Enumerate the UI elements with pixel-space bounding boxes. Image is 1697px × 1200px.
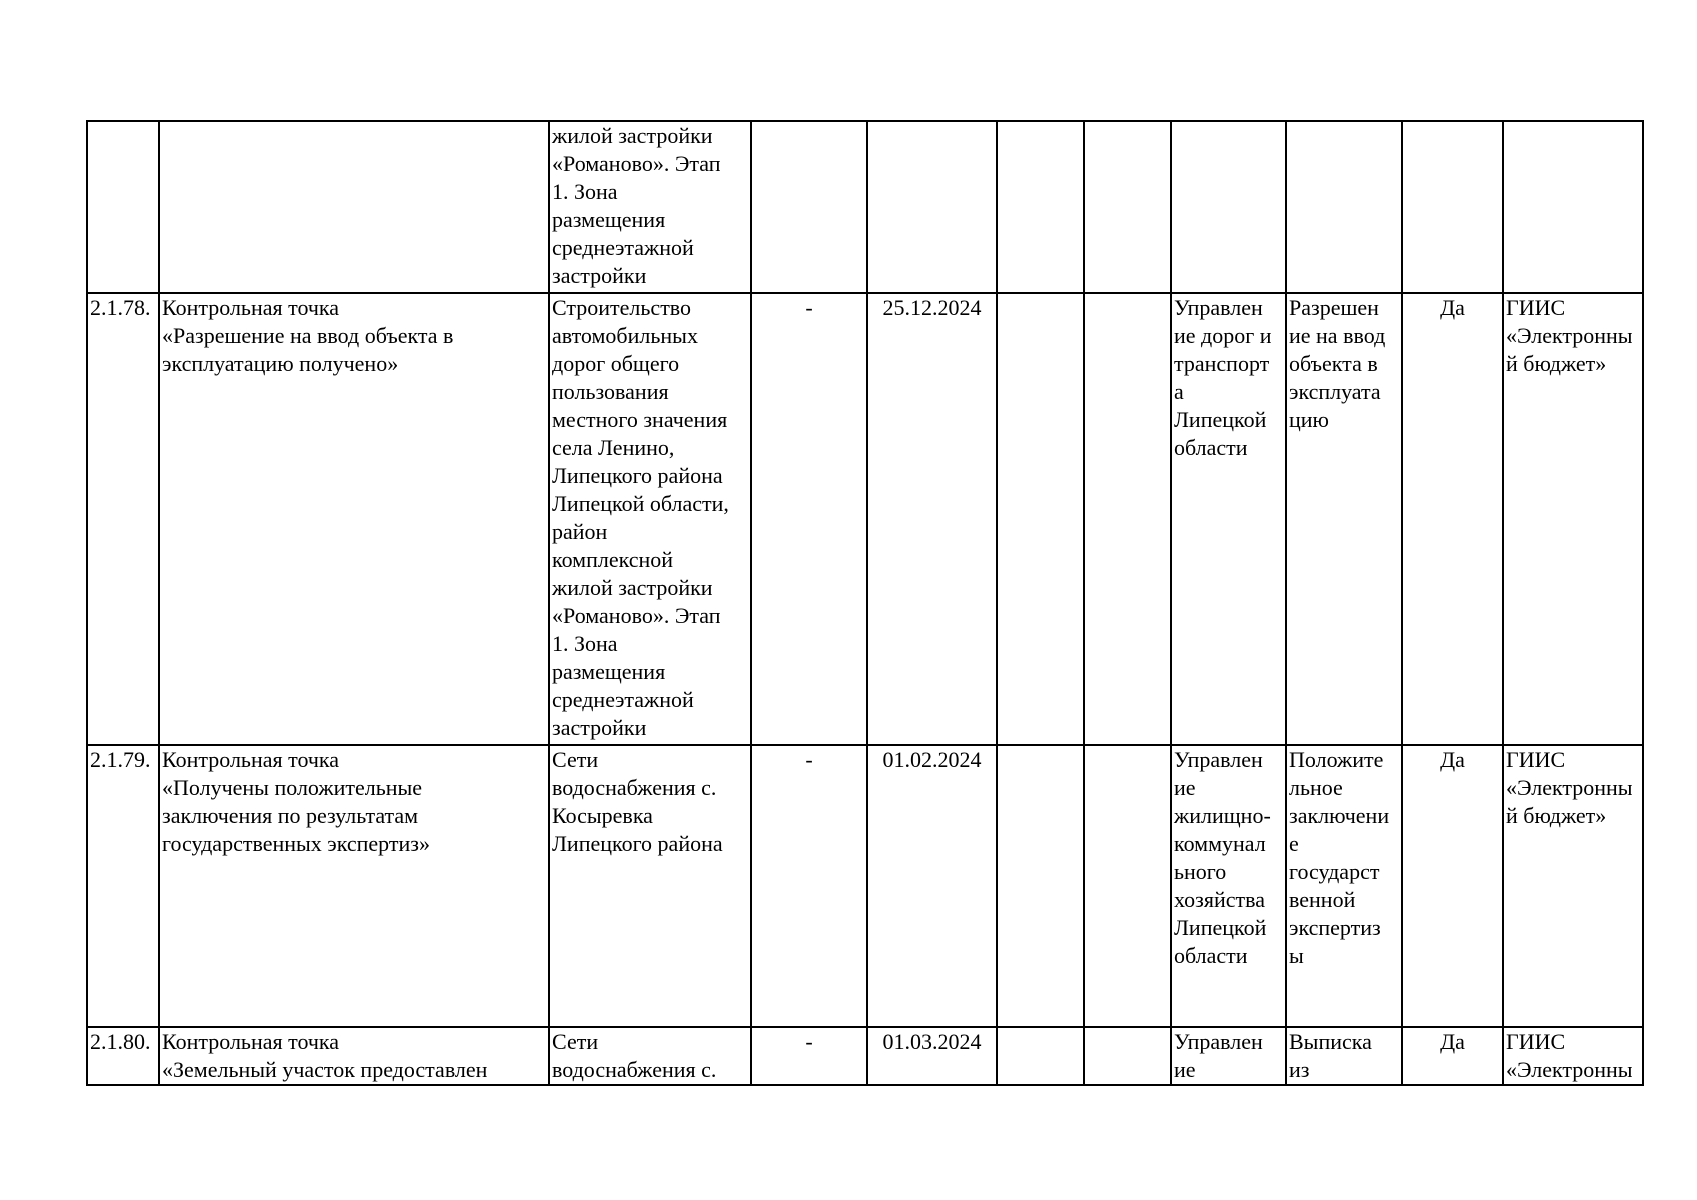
information-system-cell	[1503, 745, 1643, 1027]
cell-text-line: й бюджет»	[1506, 803, 1607, 828]
cell-text-line: ГИИС	[1506, 747, 1566, 772]
table-row	[87, 745, 1643, 1027]
deadline-date-cell	[867, 121, 997, 293]
cell-text-line: из	[1289, 1057, 1310, 1082]
cell-text-line: ГИИС	[1506, 295, 1566, 320]
cell-text-line: ГИИС	[1506, 1029, 1566, 1054]
cell-text-line: транспорт	[1174, 351, 1270, 376]
deadline-date-cell: 01.03.2024	[867, 1027, 997, 1085]
deadline-date-cell: 25.12.2024	[867, 293, 997, 745]
cell-text-line: Строительство	[552, 295, 692, 320]
object-name-cell	[549, 121, 751, 293]
cell-text-line: Сети	[552, 747, 599, 772]
deadline-date-cell: 01.02.2024	[867, 745, 997, 1027]
cell-text-line: 1. Зона	[552, 631, 618, 656]
empty-cell	[997, 121, 1084, 293]
information-system-cell	[1503, 293, 1643, 745]
cell-text-line: водоснабжения с.	[552, 775, 717, 800]
cell-text-line: Липецкого района	[552, 463, 723, 488]
cell-text-line: Липецкого района	[552, 831, 723, 856]
cell-text-line: застройки	[552, 263, 647, 288]
cell-text-line: местного значения	[552, 407, 728, 432]
cell-text-line: села Ленино,	[552, 435, 675, 460]
empty-cell	[997, 1027, 1084, 1085]
cell-text-line: ы	[1289, 943, 1304, 968]
object-name-cell	[549, 745, 751, 1027]
cell-text-line: Контрольная точка	[162, 747, 340, 772]
cell-text-line: среднеэтажной	[552, 687, 694, 712]
cell-text-line: Контрольная точка	[162, 295, 340, 320]
cell-text-line: «Разрешение на ввод объекта в	[162, 323, 454, 348]
flag-cell: Да	[1402, 1027, 1503, 1085]
cell-text-line: объекта в	[1289, 351, 1378, 376]
object-name-cell	[549, 1027, 751, 1085]
cell-text-line: заключени	[1289, 803, 1390, 828]
cell-text-line: пользования	[552, 379, 669, 404]
cell-text-line: «Земельный участок предоставлен	[162, 1057, 488, 1082]
control-points-table	[86, 120, 1644, 1086]
cell-text-line: дорог общего	[552, 351, 680, 376]
responsible-executor-cell	[1171, 745, 1286, 1027]
event-name-cell	[159, 1027, 549, 1085]
cell-text-line: ьного	[1174, 859, 1227, 884]
cell-text-line: цию	[1289, 407, 1329, 432]
empty-cell	[1084, 293, 1171, 745]
responsible-executor-cell	[1171, 1027, 1286, 1085]
object-name-cell	[549, 293, 751, 745]
document-type-cell	[1286, 1027, 1402, 1085]
cell-text-line: среднеэтажной	[552, 235, 694, 260]
base-value-cell: -	[751, 1027, 867, 1085]
table-body	[87, 121, 1643, 1085]
empty-cell	[997, 745, 1084, 1027]
empty-cell	[1084, 1027, 1171, 1085]
cell-text-line: размещения	[552, 207, 666, 232]
cell-text-line: а	[1174, 379, 1184, 404]
row-number-cell: 2.1.80.	[87, 1027, 159, 1085]
cell-text-line: льное	[1289, 775, 1343, 800]
flag-cell	[1402, 121, 1503, 293]
cell-text-line: Контрольная точка	[162, 1029, 340, 1054]
event-name-cell	[159, 121, 549, 293]
cell-text-line: е	[1289, 831, 1299, 856]
cell-text-line: «Романово». Этап	[552, 603, 721, 628]
cell-text-line: «Романово». Этап	[552, 151, 721, 176]
information-system-cell	[1503, 121, 1643, 293]
document-type-cell	[1286, 121, 1402, 293]
cell-text-line: Управлен	[1174, 747, 1263, 772]
cell-text-line: эксплуата	[1289, 379, 1381, 404]
table-row	[87, 293, 1643, 745]
cell-text-line: эксплуатацию получено»	[162, 351, 399, 376]
cell-text-line: государственных экспертиз»	[162, 831, 430, 856]
base-value-cell: -	[751, 293, 867, 745]
cell-text-line: Липецкой области,	[552, 491, 729, 516]
document-page	[86, 120, 1642, 1086]
cell-text-line: Выписка	[1289, 1029, 1372, 1054]
cell-text-line: коммунал	[1174, 831, 1266, 856]
empty-cell	[997, 293, 1084, 745]
cell-text-line: экспертиз	[1289, 915, 1381, 940]
event-name-cell	[159, 293, 549, 745]
cell-text-line: Липецкой	[1174, 407, 1267, 432]
cell-text-line: й бюджет»	[1506, 351, 1607, 376]
row-number-cell	[87, 121, 159, 293]
cell-text-line: государст	[1289, 859, 1380, 884]
row-number-cell: 2.1.79.	[87, 745, 159, 1027]
table-row	[87, 1027, 1643, 1085]
cell-text-line: области	[1174, 435, 1248, 460]
cell-text-line: «Получены положительные	[162, 775, 423, 800]
cell-text-line: «Электронны	[1506, 323, 1633, 348]
cell-text-line: Управлен	[1174, 295, 1263, 320]
cell-text-line: области	[1174, 943, 1248, 968]
cell-text-line: размещения	[552, 659, 666, 684]
cell-text-line: застройки	[552, 715, 647, 740]
responsible-executor-cell	[1171, 121, 1286, 293]
base-value-cell: -	[751, 745, 867, 1027]
cell-text-line: ие	[1174, 775, 1196, 800]
cell-text-line: 1. Зона	[552, 179, 618, 204]
cell-text-line: жилищно-	[1174, 803, 1271, 828]
row-number-cell: 2.1.78.	[87, 293, 159, 745]
cell-text-line: Управлен	[1174, 1029, 1263, 1054]
cell-text-line: «Электронны	[1506, 1057, 1633, 1082]
cell-text-line: жилой застройки	[552, 123, 713, 148]
cell-text-line: жилой застройки	[552, 575, 713, 600]
cell-text-line: Липецкой	[1174, 915, 1267, 940]
cell-text-line: район	[552, 519, 608, 544]
cell-text-line: Косыревка	[552, 803, 653, 828]
event-name-cell	[159, 745, 549, 1027]
cell-text-line: Разрешен	[1289, 295, 1379, 320]
cell-text-line: ие дорог и	[1174, 323, 1272, 348]
document-type-cell	[1286, 745, 1402, 1027]
cell-text-line: ие на ввод	[1289, 323, 1386, 348]
empty-cell	[1084, 121, 1171, 293]
information-system-cell	[1503, 1027, 1643, 1085]
responsible-executor-cell	[1171, 293, 1286, 745]
cell-text-line: венной	[1289, 887, 1356, 912]
cell-text-line: комплексной	[552, 547, 674, 572]
cell-text-line: заключения по результатам	[162, 803, 419, 828]
cell-text-line: хозяйства	[1174, 887, 1265, 912]
document-type-cell	[1286, 293, 1402, 745]
table-row	[87, 121, 1643, 293]
cell-text-line: автомобильных	[552, 323, 698, 348]
cell-text-line: водоснабжения с.	[552, 1057, 717, 1082]
cell-text-line: ие	[1174, 1057, 1196, 1082]
flag-cell: Да	[1402, 745, 1503, 1027]
empty-cell	[1084, 745, 1171, 1027]
cell-text-line: Положите	[1289, 747, 1384, 772]
flag-cell: Да	[1402, 293, 1503, 745]
cell-text-line: Сети	[552, 1029, 599, 1054]
base-value-cell	[751, 121, 867, 293]
cell-text-line: «Электронны	[1506, 775, 1633, 800]
